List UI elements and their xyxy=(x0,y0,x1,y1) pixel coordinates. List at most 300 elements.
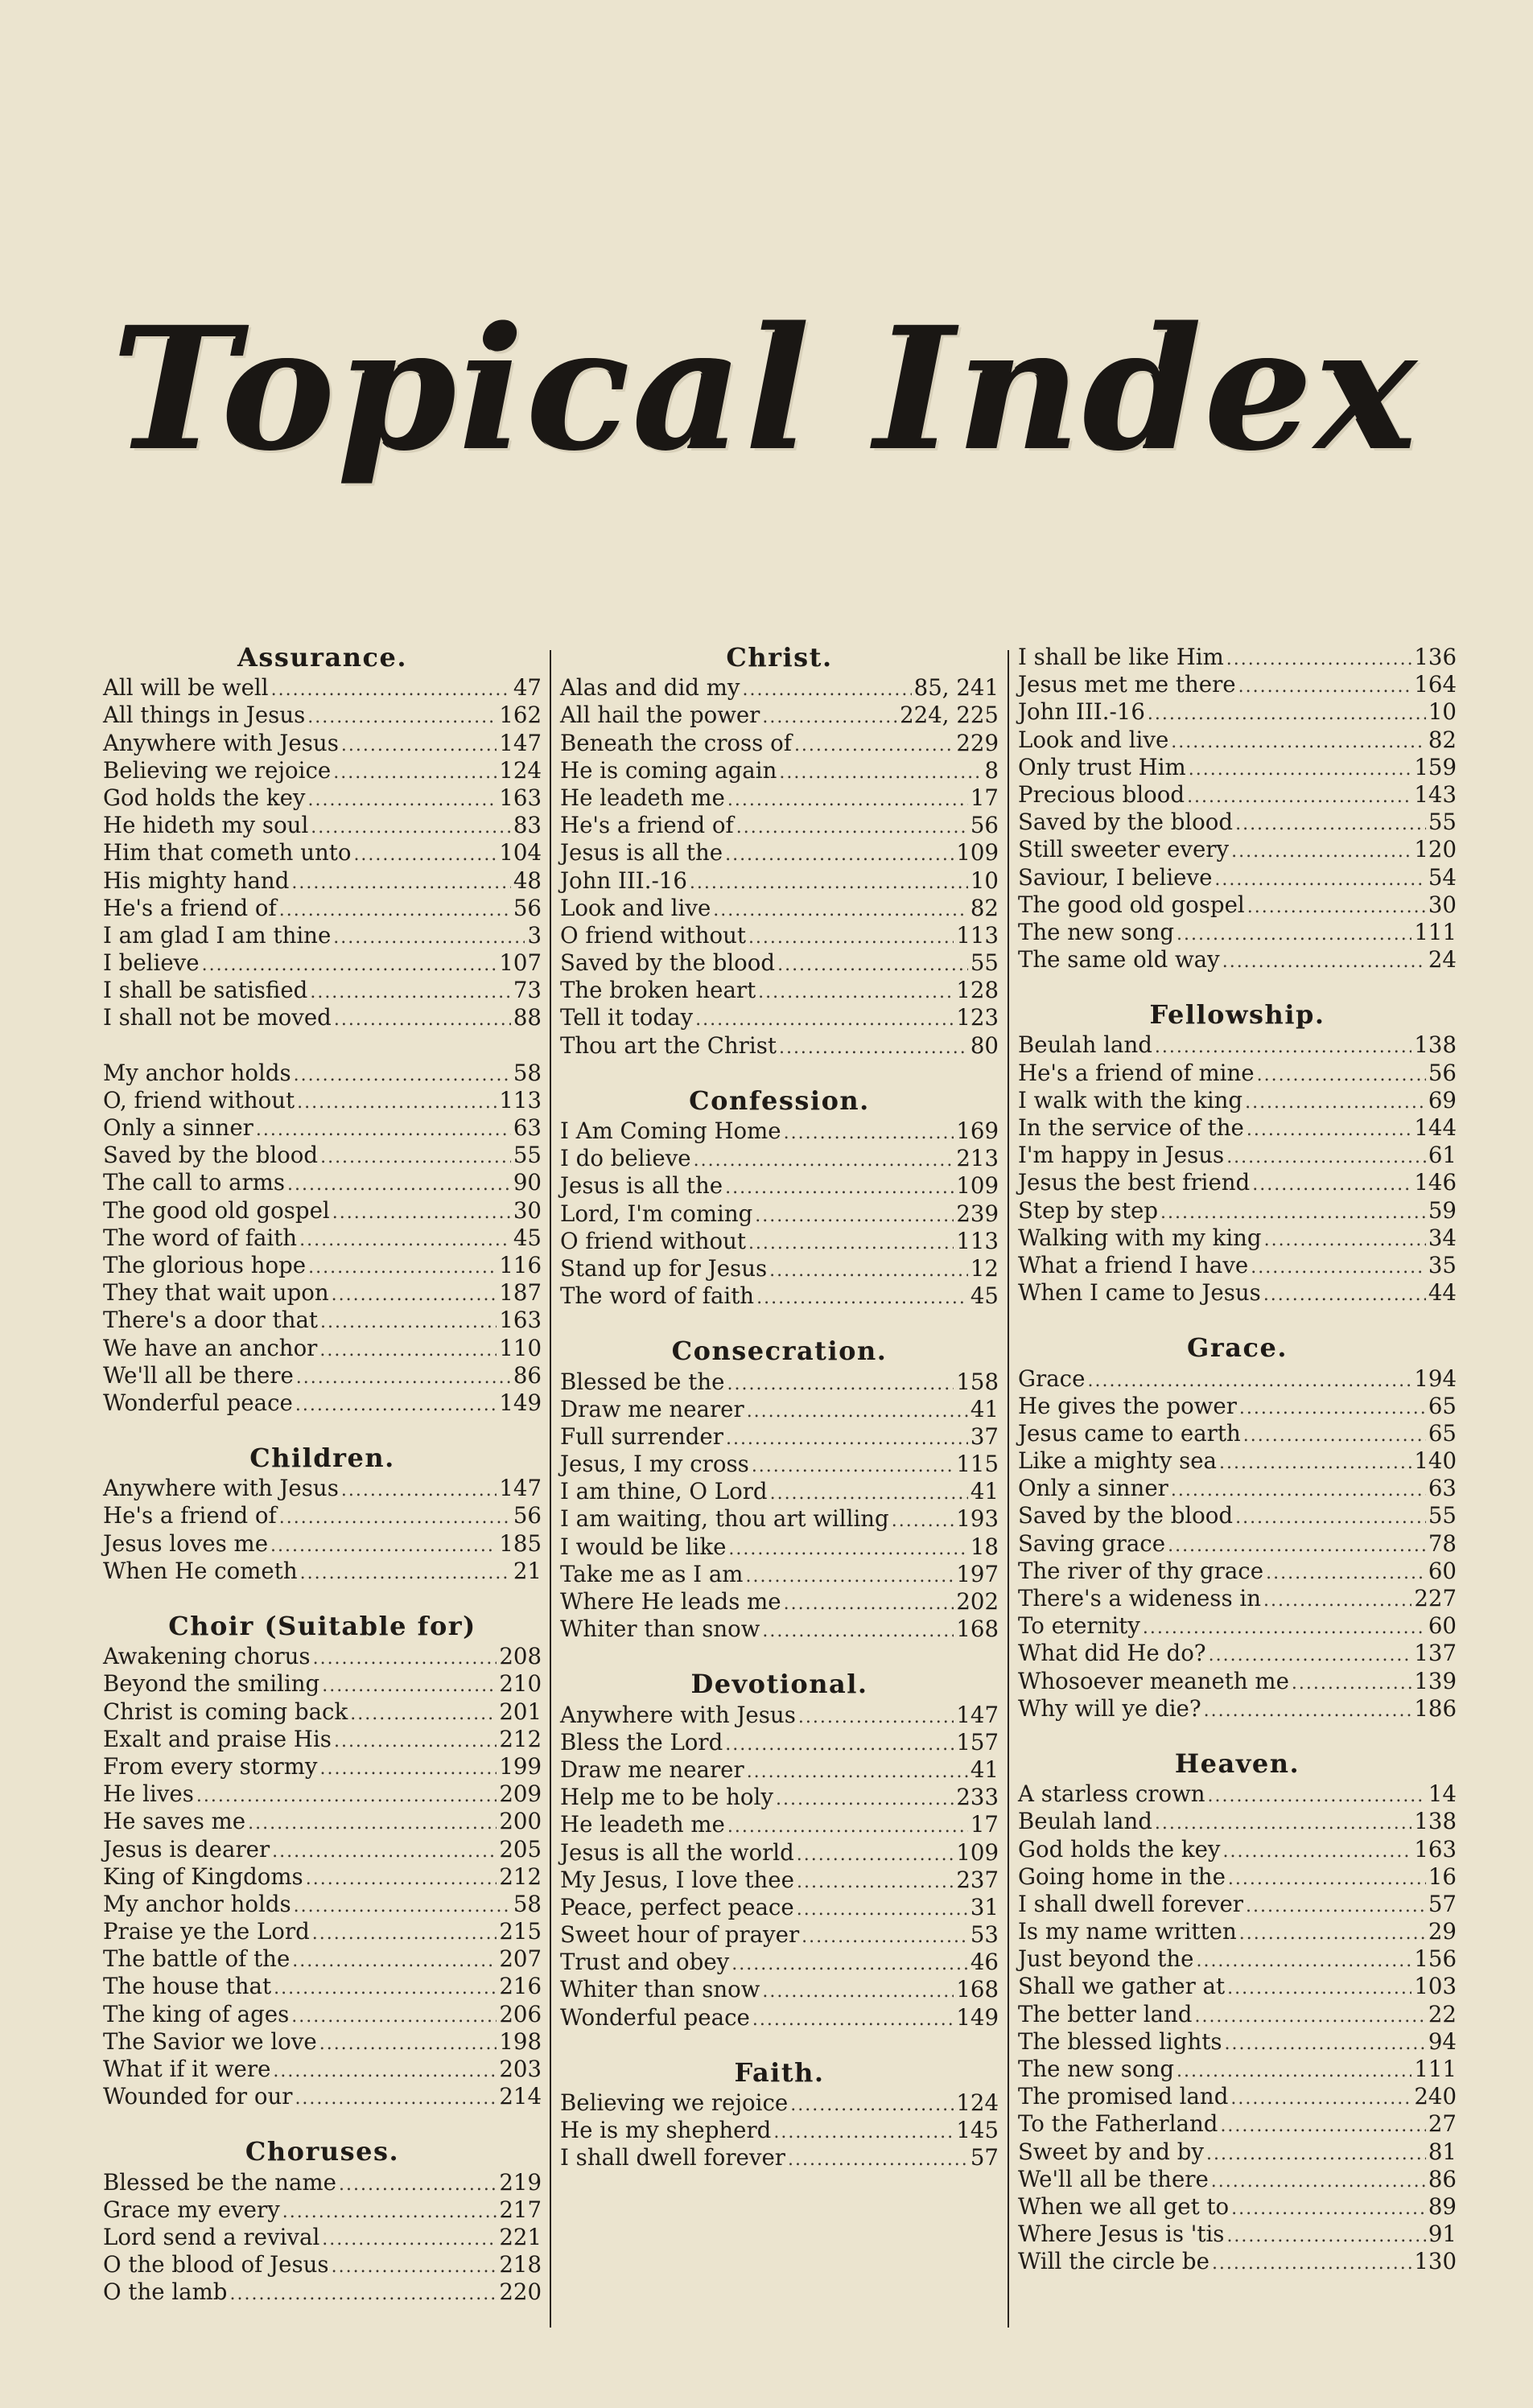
dot-leader xyxy=(350,1701,497,1728)
hymn-title: The good old gospel xyxy=(103,1196,330,1224)
hymn-title: He's a friend of xyxy=(103,1502,277,1529)
dot-leader xyxy=(1220,2113,1425,2140)
hymn-number: 227 xyxy=(1414,1585,1457,1612)
section-heading: Fellowship. xyxy=(1149,999,1325,1031)
section-spacer xyxy=(560,1310,999,1337)
dot-leader xyxy=(695,1006,954,1034)
dot-leader xyxy=(1292,1670,1411,1698)
dot-leader xyxy=(1257,1062,1426,1089)
index-entry xyxy=(103,2224,542,2251)
hymn-title: Shall we gather at xyxy=(1018,1973,1226,2000)
hymn-number: 34 xyxy=(1428,1224,1457,1251)
hymn-title: We'll all be there xyxy=(1018,2165,1209,2192)
dot-leader xyxy=(727,1371,954,1398)
dot-leader xyxy=(747,1759,968,1786)
dot-leader xyxy=(1148,701,1426,728)
index-entry xyxy=(103,1863,542,1891)
hymn-title: Wounded for our xyxy=(103,2083,293,2110)
dot-leader xyxy=(726,1426,968,1453)
hymn-number: 60 xyxy=(1428,1557,1457,1584)
index-entry xyxy=(560,895,999,922)
dot-leader xyxy=(747,1398,968,1426)
dot-leader xyxy=(1171,1477,1426,1504)
index-entry xyxy=(560,1118,999,1145)
index-entry xyxy=(103,1945,542,1973)
hymn-number: 168 xyxy=(956,1616,999,1643)
hymn-title: He leadeth me xyxy=(560,784,725,811)
index-entry xyxy=(560,757,999,784)
dot-leader xyxy=(1189,756,1412,784)
hymn-title: Beyond the smiling xyxy=(103,1670,320,1698)
index-entry xyxy=(1018,2028,1457,2056)
dot-leader xyxy=(1226,1144,1426,1171)
dot-leader xyxy=(1155,1034,1411,1061)
dot-leader xyxy=(1226,2223,1425,2250)
section-spacer xyxy=(560,1060,999,1087)
hymn-number: 205 xyxy=(499,1835,542,1863)
index-entry xyxy=(103,1087,542,1114)
hymn-title: O friend without xyxy=(560,921,746,949)
index-entry xyxy=(560,1423,999,1451)
dot-leader xyxy=(798,1704,954,1731)
dot-leader xyxy=(279,897,511,924)
hymn-number: 120 xyxy=(1414,836,1457,863)
hymn-number: 56 xyxy=(970,812,999,839)
hymn-number: 85, 241 xyxy=(913,674,999,702)
index-entry xyxy=(1018,1558,1457,1585)
hymn-number: 145 xyxy=(956,2117,999,2144)
section-spacer xyxy=(1018,1723,1457,1750)
hymn-number: 65 xyxy=(1428,1392,1457,1419)
hymn-number: 55 xyxy=(513,1142,542,1169)
hymn-title: I Am Coming Home xyxy=(560,1118,781,1144)
hymn-title: Draw me nearer xyxy=(560,1395,744,1422)
dot-leader xyxy=(306,1866,497,1893)
dot-leader xyxy=(1219,1450,1411,1477)
hymn-title: I shall be like Him xyxy=(1018,644,1224,670)
hymn-number: 207 xyxy=(499,1945,542,1973)
hymn-number: 18 xyxy=(970,1533,999,1560)
hymn-number: 44 xyxy=(1428,1279,1457,1307)
dot-leader xyxy=(341,732,497,759)
index-entry xyxy=(1018,1225,1457,1252)
index-entry xyxy=(103,2056,542,2083)
dot-leader xyxy=(1211,2168,1426,2196)
dot-leader xyxy=(229,2281,497,2308)
index-entry xyxy=(560,2117,999,2144)
index-entry xyxy=(560,1172,999,1200)
dot-leader xyxy=(1177,921,1411,949)
hymn-title: His mighty hand xyxy=(103,866,290,894)
hymn-title: Him that cometh unto xyxy=(103,839,352,866)
hymn-title: I am glad I am thine xyxy=(103,921,332,949)
dot-leader xyxy=(319,1337,497,1365)
dot-leader xyxy=(725,1175,954,1202)
dot-leader xyxy=(1194,2003,1425,2031)
index-entry xyxy=(560,1032,999,1060)
hymn-number: 240 xyxy=(1414,2083,1457,2110)
hymn-number: 86 xyxy=(1428,2165,1457,2192)
dot-leader xyxy=(310,979,511,1006)
index-entry xyxy=(1018,1585,1457,1612)
hymn-title: Help me to be holy xyxy=(560,1784,773,1811)
hymn-number: 57 xyxy=(1428,1890,1457,1917)
index-entry xyxy=(103,1389,542,1417)
hymn-title: I walk with the king xyxy=(1018,1086,1243,1113)
hymn-title: O the lamb xyxy=(103,2278,228,2306)
hymn-title: John III.-16 xyxy=(1018,698,1145,726)
hymn-number: 229 xyxy=(956,729,999,756)
hymn-title: All will be well xyxy=(103,674,269,702)
hymn-number: 81 xyxy=(1428,2138,1457,2165)
hymn-number: 113 xyxy=(956,1227,999,1254)
hymn-title: He is my shepherd xyxy=(560,2117,772,2144)
index-entry xyxy=(560,1729,999,1756)
dot-leader xyxy=(745,1563,954,1591)
hymn-number: 91 xyxy=(1428,2221,1457,2248)
index-column-3 xyxy=(1018,644,1457,2276)
hymn-title: Look and live xyxy=(1018,726,1169,753)
hymn-title: Blessed be the xyxy=(560,1368,725,1395)
dot-leader xyxy=(322,1673,497,1700)
hymn-title: I'm happy in Jesus xyxy=(1018,1142,1225,1169)
hymn-number: 110 xyxy=(499,1334,542,1361)
hymn-title: Awakening chorus xyxy=(103,1643,311,1670)
dot-leader xyxy=(752,2007,954,2034)
dot-leader xyxy=(295,2085,497,2113)
hymn-number: 41 xyxy=(970,1478,999,1505)
hymn-number: 88 xyxy=(513,1004,542,1031)
hymn-title: Look and live xyxy=(560,894,711,921)
index-entry xyxy=(1018,1197,1457,1225)
index-section xyxy=(560,1670,999,2031)
hymn-title: All things in Jesus xyxy=(103,702,306,729)
hymn-number: 80 xyxy=(970,1031,999,1059)
hymn-number: 206 xyxy=(499,2000,542,2027)
index-entry xyxy=(1018,2248,1457,2275)
hymn-number: 163 xyxy=(1414,1835,1457,1863)
hymn-title: What did He do? xyxy=(1018,1640,1206,1667)
index-section xyxy=(103,644,542,1417)
dot-leader xyxy=(272,1838,497,1866)
hymn-title: O, friend without xyxy=(103,1086,295,1113)
index-entry xyxy=(103,1502,542,1529)
hymn-title: Jesus came to earth xyxy=(1018,1419,1241,1447)
dot-leader xyxy=(1187,784,1411,811)
hymn-title: Saved by the blood xyxy=(560,949,776,977)
hymn-number: 124 xyxy=(499,756,542,784)
index-entry xyxy=(103,895,542,922)
hymn-title: Christ is coming back xyxy=(103,1698,348,1725)
dot-leader xyxy=(1239,1920,1426,1948)
index-entry xyxy=(560,812,999,839)
index-entry xyxy=(103,1726,542,1753)
index-entry xyxy=(103,1114,542,1142)
dot-leader xyxy=(1209,1642,1412,1669)
hymn-number: 59 xyxy=(1428,1196,1457,1224)
index-entry xyxy=(1018,2083,1457,2110)
hymn-number: 104 xyxy=(499,839,542,866)
index-entry xyxy=(103,2278,542,2306)
hymn-title: He lives xyxy=(103,1780,194,1808)
index-entry xyxy=(560,839,999,866)
index-entry xyxy=(560,1839,999,1867)
hymn-number: 115 xyxy=(956,1451,999,1478)
hymn-number: 147 xyxy=(956,1701,999,1728)
hymn-title: The same old way xyxy=(1018,946,1220,973)
hymn-number: 65 xyxy=(1428,1419,1457,1447)
hymn-number: 186 xyxy=(1414,1694,1457,1722)
hymn-title: Lord send a revival xyxy=(103,2223,320,2250)
hymn-number: 197 xyxy=(956,1560,999,1587)
hymn-number: 8 xyxy=(984,756,999,784)
dot-leader xyxy=(279,1504,511,1532)
hymn-number: 56 xyxy=(513,894,542,921)
hymn-title: Is my name written xyxy=(1018,1918,1237,1945)
hymn-title: They that wait upon xyxy=(103,1279,329,1307)
index-entry xyxy=(103,2001,542,2028)
hymn-title: Like a mighty sea xyxy=(1018,1447,1218,1475)
dot-leader xyxy=(291,2003,497,2031)
dot-leader xyxy=(341,1477,497,1504)
index-entry xyxy=(103,2083,542,2110)
index-entry xyxy=(1018,698,1457,726)
hymn-title: Praise ye the Lord xyxy=(103,1918,310,1945)
hymn-title: Grace my every xyxy=(103,2196,280,2223)
dot-leader xyxy=(1230,2085,1411,2113)
hymn-number: 124 xyxy=(956,2089,999,2116)
dot-leader xyxy=(748,1230,954,1258)
hymn-title: He's a friend of mine xyxy=(1018,1059,1255,1086)
hymn-title: Jesus met me there xyxy=(1018,671,1236,698)
index-entry xyxy=(1018,2110,1457,2138)
index-entry xyxy=(103,1918,542,1945)
dot-leader xyxy=(731,1951,968,1978)
hymn-number: 146 xyxy=(1414,1169,1457,1196)
dot-leader xyxy=(334,1728,497,1756)
hymn-number: 163 xyxy=(499,1307,542,1334)
index-entry xyxy=(1018,1169,1457,1196)
hymn-title: He hideth my soul xyxy=(103,812,309,839)
hymn-title: In the service of the xyxy=(1018,1114,1244,1141)
dot-leader xyxy=(1155,1810,1411,1838)
dot-leader xyxy=(756,1285,968,1312)
index-section xyxy=(103,2138,542,2306)
index-entry xyxy=(103,977,542,1004)
hymn-title: Precious blood xyxy=(1018,780,1185,808)
index-entry xyxy=(560,1255,999,1282)
dot-leader xyxy=(319,2031,497,2058)
dot-leader xyxy=(1231,2196,1426,2223)
hymn-title: To eternity xyxy=(1018,1612,1140,1640)
index-entry xyxy=(1018,1780,1457,1808)
hymn-title: Jesus is all the xyxy=(560,1172,723,1200)
hymn-number: 128 xyxy=(956,977,999,1004)
hymn-number: 149 xyxy=(499,1389,542,1416)
hymn-title: I would be like xyxy=(560,1533,727,1560)
index-entry xyxy=(103,1169,542,1196)
hymn-number: 10 xyxy=(1428,698,1457,726)
section-spacer xyxy=(103,2110,542,2138)
index-entry xyxy=(1018,946,1457,973)
index-entry xyxy=(1018,1475,1457,1502)
hymn-title: Anywhere with Jesus xyxy=(103,1475,339,1502)
hymn-number: 54 xyxy=(1428,863,1457,891)
index-entry xyxy=(1018,1447,1457,1475)
hymn-number: 147 xyxy=(499,729,542,756)
column-divider xyxy=(1008,650,1009,2328)
index-entry xyxy=(560,1505,999,1533)
dot-leader xyxy=(311,814,511,842)
hymn-title: The new song xyxy=(1018,918,1174,945)
index-entry xyxy=(1018,1279,1457,1307)
index-entry xyxy=(103,730,542,757)
index-entry xyxy=(1018,1668,1457,1695)
index-entry xyxy=(1018,919,1457,946)
dot-leader xyxy=(292,1948,497,1975)
hymn-title: He leadeth me xyxy=(560,1811,725,1838)
hymn-title: Peace, perfect peace xyxy=(560,1893,794,1920)
dot-leader xyxy=(307,704,497,731)
hymn-title: I shall be satisfied xyxy=(103,977,308,1004)
hymn-number: 46 xyxy=(970,1949,999,1976)
index-entry xyxy=(1018,1142,1457,1169)
hymn-number: 147 xyxy=(499,1475,542,1502)
hymn-number: 41 xyxy=(970,1756,999,1783)
index-entry xyxy=(560,1702,999,1729)
hymn-number: 107 xyxy=(499,949,542,977)
index-entry xyxy=(103,1670,542,1698)
index-entry xyxy=(560,1561,999,1588)
hymn-number: 162 xyxy=(499,702,542,729)
hymn-title: I shall dwell forever xyxy=(560,2144,785,2171)
section-spacer xyxy=(560,1643,999,1670)
dot-leader xyxy=(779,759,982,787)
hymn-number: 90 xyxy=(513,1169,542,1196)
hymn-title: Saviour, I believe xyxy=(1018,863,1213,891)
index-entry xyxy=(103,1225,542,1252)
hymn-number: 109 xyxy=(956,839,999,866)
hymn-title: We'll all be there xyxy=(103,1361,294,1389)
index-entry xyxy=(1018,727,1457,754)
dot-leader xyxy=(339,2171,497,2199)
dot-leader xyxy=(1252,1171,1411,1199)
index-entry xyxy=(560,1282,999,1310)
dot-leader xyxy=(748,924,954,952)
hymn-title: Blessed be the name xyxy=(103,2168,336,2196)
hymn-title: Wonderful peace xyxy=(103,1389,293,1416)
index-entry xyxy=(560,922,999,949)
index-entry xyxy=(103,1279,542,1307)
hymn-title: Bless the Lord xyxy=(560,1728,723,1756)
section-heading: Consecration. xyxy=(671,1336,888,1367)
section-heading: Devotional. xyxy=(690,1669,868,1700)
dot-leader xyxy=(1087,1368,1411,1395)
hymn-title: Believing we rejoice xyxy=(103,756,332,784)
hymn-number: 61 xyxy=(1428,1142,1457,1169)
index-entry xyxy=(1018,754,1457,781)
hymn-number: 239 xyxy=(956,1200,999,1227)
hymn-number: 158 xyxy=(956,1368,999,1395)
hymn-title: A starless crown xyxy=(1018,1780,1205,1808)
index-entry xyxy=(560,1588,999,1616)
dot-leader xyxy=(727,1813,968,1841)
hymn-title: Beneath the cross of xyxy=(560,729,792,756)
section-spacer xyxy=(1018,973,1457,1001)
index-entry xyxy=(560,1451,999,1478)
column-divider xyxy=(550,650,551,2328)
index-entry xyxy=(560,1811,999,1838)
hymn-number: 94 xyxy=(1428,2027,1457,2055)
index-entry xyxy=(1018,1031,1457,1059)
dot-leader xyxy=(294,1893,511,1920)
hymn-title: All hail the power xyxy=(560,702,760,729)
dot-leader xyxy=(788,2147,968,2174)
hymn-number: 216 xyxy=(499,1973,542,2000)
dot-leader xyxy=(282,2199,497,2226)
index-entry xyxy=(560,1894,999,1921)
hymn-title: God holds the key xyxy=(103,784,306,811)
index-entry xyxy=(103,2251,542,2278)
index-section xyxy=(1018,644,1457,973)
index-entry xyxy=(560,1921,999,1949)
hymn-number: 31 xyxy=(970,1893,999,1920)
index-entry xyxy=(1018,1502,1457,1529)
hymn-title: Jesus, I my cross xyxy=(560,1451,749,1478)
index-entry xyxy=(103,2169,542,2196)
hymn-title: The good old gospel xyxy=(1018,891,1245,918)
hymn-title: What a friend I have xyxy=(1018,1251,1249,1278)
index-entry xyxy=(560,2004,999,2031)
index-entry xyxy=(103,839,542,866)
hymn-title: Tell it today xyxy=(560,1004,694,1031)
hymn-number: 30 xyxy=(1428,891,1457,918)
hymn-title: What if it were xyxy=(103,2056,271,2082)
dot-leader xyxy=(1222,949,1426,976)
hymn-title: Anywhere with Jesus xyxy=(103,729,339,756)
dot-leader xyxy=(1239,1395,1426,1422)
dot-leader xyxy=(333,924,525,952)
hymn-title: Exalt and praise His xyxy=(103,1725,332,1752)
hymn-title: I am thine, O Lord xyxy=(560,1478,768,1505)
hymn-number: 109 xyxy=(956,1838,999,1866)
hymn-number: 116 xyxy=(499,1251,542,1278)
hymn-number: 82 xyxy=(1428,726,1457,753)
index-entry xyxy=(103,1808,542,1835)
hymn-number: 14 xyxy=(1428,1780,1457,1808)
dot-leader xyxy=(1231,838,1411,866)
index-entry xyxy=(1018,1891,1457,1918)
hymn-title: The river of thy grace xyxy=(1018,1557,1264,1584)
hymn-number: 193 xyxy=(956,1505,999,1533)
hymn-number: 138 xyxy=(1414,1808,1457,1835)
hymn-title: God holds the key xyxy=(1018,1835,1221,1863)
hymn-number: 213 xyxy=(956,1145,999,1172)
dot-leader xyxy=(1264,1227,1426,1254)
dot-leader xyxy=(332,2254,497,2281)
entry-spacer xyxy=(103,1032,542,1060)
hymn-title: He saves me xyxy=(103,1808,246,1835)
hymn-number: 163 xyxy=(499,784,542,811)
index-entry xyxy=(103,949,542,977)
hymn-number: 185 xyxy=(499,1529,542,1557)
index-section xyxy=(1018,1747,1457,2276)
dot-leader xyxy=(776,1786,954,1813)
hymn-title: There's a door that xyxy=(103,1307,319,1334)
hymn-number: 194 xyxy=(1414,1365,1457,1392)
hymn-title: When we all get to xyxy=(1018,2192,1230,2220)
hymn-number: 187 xyxy=(499,1279,542,1307)
